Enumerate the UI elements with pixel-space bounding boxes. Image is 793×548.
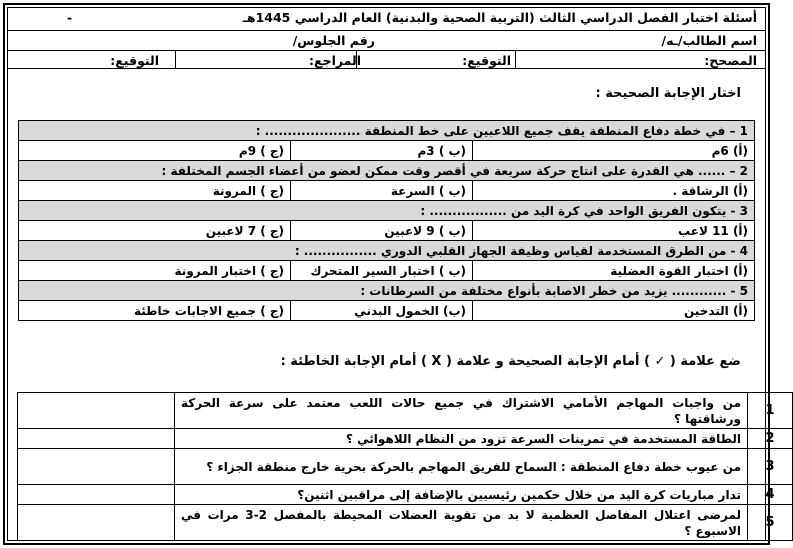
- true-false-table: [17, 392, 793, 541]
- exam-title: أسئلة اختبار الفصل الدراسي الثالث (التربية الصحية والبدنية) العام الدراسي 1445هـ: [242, 10, 757, 25]
- reviewer-label: المراجع:: [309, 53, 361, 68]
- mcq-question: 1 – في خطة دفاع المنطقة يقف جميع اللاعبين على خط المنطقة ..................... :: [19, 121, 755, 141]
- mcq-option[interactable]: (ب) الخمول البدني: [291, 301, 473, 321]
- tf-statement: من واجبات المهاجم الأمامي الاشتراك في جميع حالات اللعب معتمد على سرعة الحركة ورشاقتها ؟: [175, 393, 748, 429]
- mcq-options-row: [19, 141, 755, 161]
- mcq-options-row: [19, 261, 755, 281]
- mcq-question-row: [19, 161, 755, 181]
- mcq-option[interactable]: (ب ) 9 لاعبين: [291, 221, 473, 241]
- section2-title: ضع علامة ( ✓ ) أمام الإجابة الصحيحة و علامة ( X ) أمام الإجابة الخاطئة :: [280, 354, 741, 369]
- mcq-options-row: [19, 221, 755, 241]
- header-vdivider-3: [175, 50, 176, 68]
- header-vdivider-2: [356, 50, 357, 68]
- mcq-option[interactable]: (ج ) 7 لاعبين: [19, 221, 291, 241]
- header-dash: -: [67, 10, 73, 25]
- tf-answer-box[interactable]: [18, 485, 175, 505]
- mcq-question-row: [19, 281, 755, 301]
- tf-answer-box[interactable]: [18, 449, 175, 485]
- mcq-option[interactable]: (أ) 11 لاعب: [473, 221, 755, 241]
- tf-row: [18, 505, 793, 541]
- mcq-question-row: [19, 201, 755, 221]
- tf-row: [18, 485, 793, 505]
- mcq-question: 2 – ...... هي القدرة على انتاج حركة سريعة في أقصر وقت ممكن لعضو من أعضاء الجسم المختلفة :: [19, 161, 755, 181]
- mcq-option[interactable]: (أ) اختبار القوة العضلية: [473, 261, 755, 281]
- mcq-options-row: [19, 181, 755, 201]
- mcq-option[interactable]: (ب ) السرعة: [291, 181, 473, 201]
- tf-row: [18, 393, 793, 429]
- tf-statement: تدار مباريات كرة اليد من خلال حكمين رئيسيين بالإضافة إلى مراقبين اثنين؟: [175, 485, 748, 505]
- corrector-label: المصحح:: [704, 53, 757, 68]
- mcq-question-row: [19, 121, 755, 141]
- tf-number: 4: [748, 485, 793, 505]
- mcq-option[interactable]: (ج ) اختبار المرونة: [19, 261, 291, 281]
- tf-answer-box[interactable]: [18, 505, 175, 541]
- header-divider-1: [8, 30, 766, 31]
- section1-title: اختار الإجابة الصحيحة :: [595, 86, 741, 101]
- mcq-options-row: [19, 301, 755, 321]
- mcq-question: 4 - من الطرق المستخدمة لقياس وظيفة الجهاز القلبي الدوري ................ :: [19, 241, 755, 261]
- signature-label-1: التوقيع:: [462, 53, 511, 68]
- mcq-question: 5 - ............ يزيد من خطر الاصابة بأنواع مختلفة من السرطانات :: [19, 281, 755, 301]
- mcq-option[interactable]: (أ) الرشاقة .: [473, 181, 755, 201]
- mcq-option[interactable]: (ب ) اختبار السير المتحرك: [291, 261, 473, 281]
- tf-number: 3: [748, 449, 793, 485]
- tf-number: 2: [748, 429, 793, 449]
- mcq-table: [18, 120, 755, 321]
- mcq-option[interactable]: (ب ) 3م: [291, 141, 473, 161]
- tf-number: 1: [748, 393, 793, 429]
- header-divider-3: [8, 68, 766, 69]
- tf-number: 5: [748, 505, 793, 541]
- tf-row: [18, 429, 793, 449]
- seat-number-label: رقم الجلوس/: [292, 33, 375, 48]
- tf-statement: لمرضى اعتلال المفاصل العظمية لا بد من تقوية العضلات المحيطة بالمفصل 2-3 مرات في الاسبوع ؟: [175, 505, 748, 541]
- signature-label-2: التوقيع:: [110, 53, 159, 68]
- tf-answer-box[interactable]: [18, 393, 175, 429]
- header-divider-2: [8, 50, 766, 51]
- tf-answer-box[interactable]: [18, 429, 175, 449]
- header-vdivider-1: [515, 50, 516, 68]
- tf-row: [18, 449, 793, 485]
- mcq-question: 3 - يتكون الفريق الواحد في كرة اليد من ................. :: [19, 201, 755, 221]
- tf-statement: الطاقة المستخدمة في تمرينات السرعة تزود من النظام اللاهوائي ؟: [175, 429, 748, 449]
- mcq-option[interactable]: (ج ) جميع الاجابات خاطئة: [19, 301, 291, 321]
- mcq-option[interactable]: (ج ) 9م: [19, 141, 291, 161]
- student-name-label: اسم الطالب/ـه/: [661, 33, 757, 48]
- tf-statement: من عيوب خطة دفاع المنطقة : السماح للفريق المهاجم بالحركة بحرية خارج منطقة الجزاء ؟: [175, 449, 748, 485]
- mcq-option[interactable]: (أ) التدخين: [473, 301, 755, 321]
- mcq-option[interactable]: (ج ) المرونة: [19, 181, 291, 201]
- mcq-question-row: [19, 241, 755, 261]
- mcq-option[interactable]: (أ) 6م: [473, 141, 755, 161]
